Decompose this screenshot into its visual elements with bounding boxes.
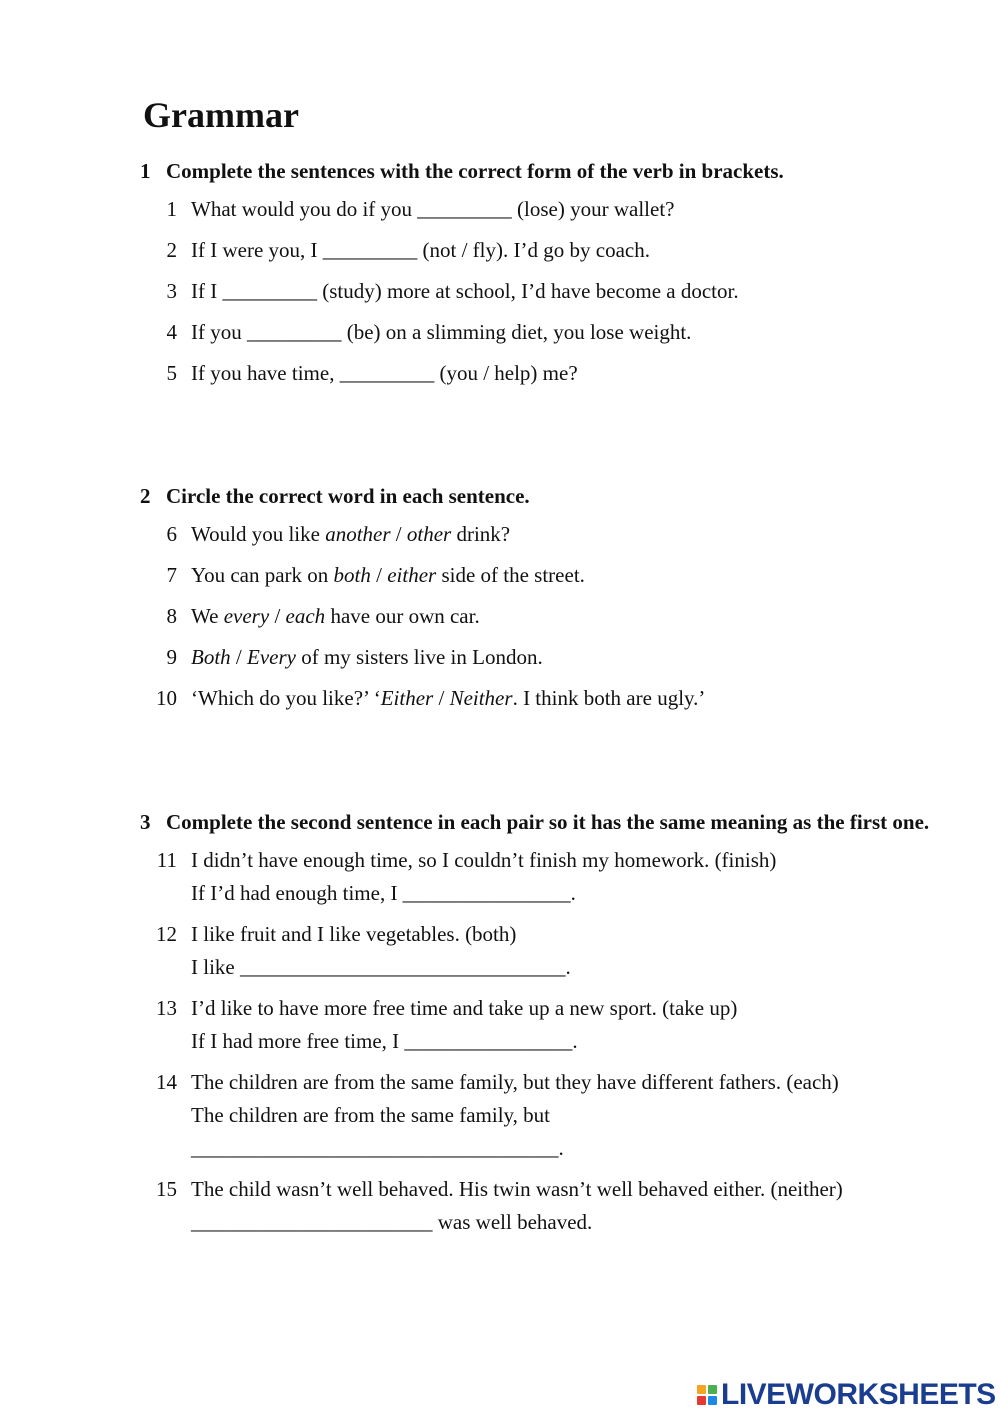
item-prompt: I like fruit and I like vegetables. (both) (191, 922, 517, 946)
exercise-item-7 (140, 559, 950, 592)
sentence-start: ‘Which do you like?’ ‘ (191, 686, 381, 710)
item-answer-line[interactable]: _______________________ was well behaved. (191, 1210, 593, 1234)
option-1[interactable]: another (325, 522, 391, 546)
sentence-start: We (191, 604, 224, 628)
item-number: 5 (166, 361, 177, 385)
page-title: Grammar (143, 95, 299, 135)
exercise-item-9 (140, 641, 950, 674)
item-number: 4 (166, 320, 177, 344)
logo-square-4 (708, 1396, 717, 1405)
item-sentence: Would you like another / other drink? (191, 522, 511, 546)
item-prompt: I’d like to have more free time and take up a new sport. (take up) (191, 996, 738, 1020)
sentence-end: of my sisters live in London. (295, 645, 543, 669)
logo-text: LIVEWORKSHEETS (721, 1378, 996, 1411)
section-instruction-text: Circle the correct word in each sentence. (166, 484, 530, 508)
item-number: 6 (166, 522, 177, 546)
section-2-instruction (140, 483, 950, 510)
item-text[interactable]: If you _________ (be) on a slimming diet, you lose weight. (191, 320, 692, 344)
item-number: 14 (156, 1070, 177, 1094)
exercise-item-2[interactable] (140, 234, 950, 267)
item-answer-line[interactable]: If I had more free time, I ________________. (191, 1029, 578, 1053)
exercise-item-12 (140, 918, 950, 984)
item-text[interactable]: If I were you, I _________ (not / fly). I’d go by coach. (191, 238, 650, 262)
item-sentence: You can park on both / either side of the street. (191, 563, 585, 587)
section-number: 2 (140, 484, 151, 508)
exercise-item-10 (140, 682, 950, 715)
exercise-item-15 (140, 1173, 950, 1239)
exercise-item-3[interactable] (140, 275, 950, 308)
section-number: 1 (140, 159, 151, 183)
option-2[interactable]: either (387, 563, 437, 587)
option-1[interactable]: Both (191, 645, 231, 669)
exercise-item-11 (140, 844, 950, 910)
exercise-item-14 (140, 1066, 950, 1165)
item-text[interactable]: What would you do if you _________ (lose) your wallet? (191, 197, 675, 221)
liveworksheets-logo[interactable] (697, 1375, 996, 1415)
item-number: 13 (156, 996, 177, 1020)
item-number: 12 (156, 922, 177, 946)
item-text[interactable]: If I _________ (study) more at school, I’d have become a doctor. (191, 279, 739, 303)
sentence-start: You can park on (191, 563, 334, 587)
logo-grid-icon (697, 1385, 717, 1405)
option-2[interactable]: other (406, 522, 452, 546)
exercise-item-13 (140, 992, 950, 1058)
sentence-end: side of the street. (436, 563, 585, 587)
item-number: 9 (166, 645, 177, 669)
item-prompt: I didn’t have enough time, so I couldn’t finish my homework. (finish) (191, 848, 777, 872)
option-2[interactable]: each (285, 604, 326, 628)
item-number: 8 (166, 604, 177, 628)
section-1 (140, 158, 950, 390)
item-answer-line[interactable]: ___________________________________. (191, 1136, 564, 1160)
section-instruction-text: Complete the sentences with the correct form of the verb in brackets. (166, 159, 784, 183)
item-number: 2 (166, 238, 177, 262)
option-1[interactable]: Either (380, 686, 434, 710)
item-answer-start: The children are from the same family, but (191, 1103, 550, 1127)
exercise-item-5[interactable] (140, 357, 950, 390)
item-number: 15 (156, 1177, 177, 1201)
option-1[interactable]: both (333, 563, 371, 587)
exercise-item-8 (140, 600, 950, 633)
section-3-instruction (140, 809, 950, 836)
sentence-end: . I think both are ugly.’ (512, 686, 706, 710)
item-prompt: The child wasn’t well behaved. His twin wasn’t well behaved either. (neither) (191, 1177, 843, 1201)
option-2[interactable]: Every (247, 645, 296, 669)
exercise-item-6 (140, 518, 950, 551)
item-prompt: The children are from the same family, but they have different fathers. (each) (191, 1070, 839, 1094)
item-sentence: ‘Which do you like?’ ‘Either / Neither. I think both are ugly.’ (191, 686, 706, 710)
logo-square-1 (697, 1385, 706, 1394)
item-number: 3 (166, 279, 177, 303)
logo-square-3 (697, 1396, 706, 1405)
sentence-start: Would you like (191, 522, 326, 546)
section-2 (140, 483, 950, 715)
item-answer-line[interactable]: If I’d had enough time, I ________________. (191, 881, 576, 905)
sentence-end: have our own car. (325, 604, 480, 628)
section-number: 3 (140, 810, 151, 834)
logo-square-2 (708, 1385, 717, 1394)
sentence-end: drink? (451, 522, 511, 546)
item-sentence: Both / Every of my sisters live in London. (191, 645, 543, 669)
item-number: 11 (156, 848, 177, 872)
section-3 (140, 809, 950, 1239)
section-instruction-text: Complete the second sentence in each pair so it has the same meaning as the first one. (166, 810, 930, 834)
item-text[interactable]: If you have time, _________ (you / help) me? (191, 361, 578, 385)
exercise-item-1[interactable] (140, 193, 950, 226)
item-sentence: We every / each have our own car. (191, 604, 480, 628)
exercise-item-4[interactable] (140, 316, 950, 349)
item-number: 10 (156, 686, 177, 710)
item-number: 7 (166, 563, 177, 587)
option-2[interactable]: Neither (449, 686, 513, 710)
option-1[interactable]: every (223, 604, 270, 628)
item-answer-line[interactable]: I like _______________________________. (191, 955, 571, 979)
item-number: 1 (166, 197, 177, 221)
section-1-instruction (140, 158, 950, 185)
